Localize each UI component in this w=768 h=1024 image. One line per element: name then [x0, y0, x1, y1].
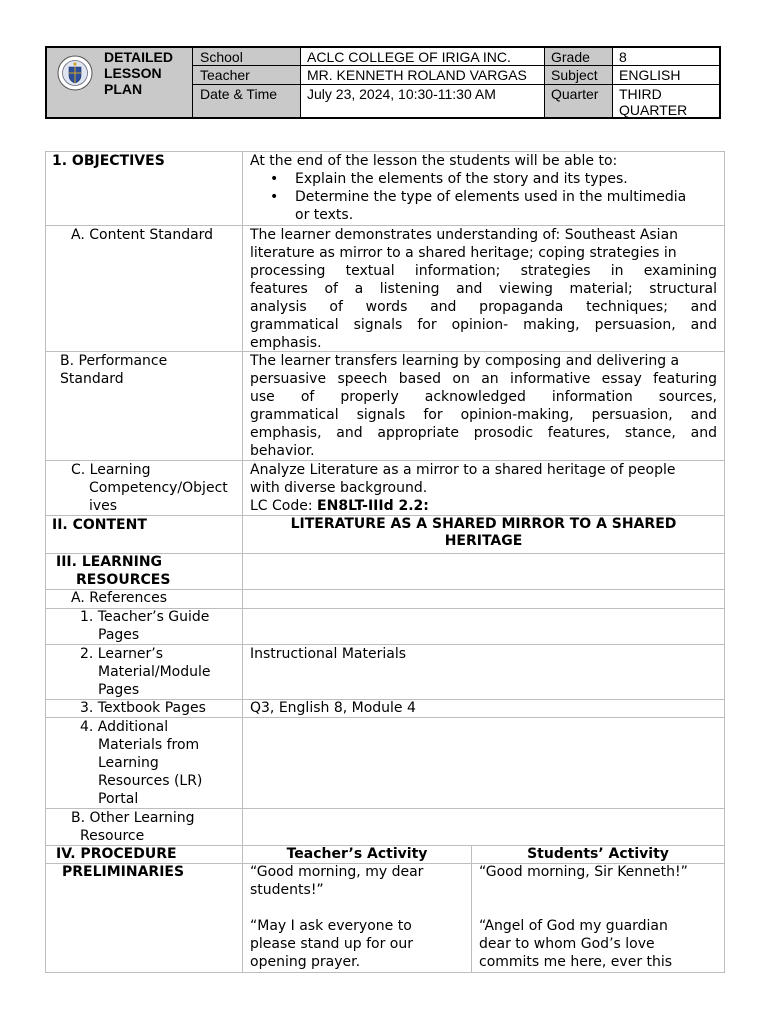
text-line: grammatical signals for opinion- making, persuasion, and [250, 317, 717, 333]
competency-label [71, 461, 228, 515]
performance-standard-label [60, 352, 167, 388]
label-line: Pages [98, 682, 140, 698]
text-line: behavior. [250, 443, 315, 459]
lc-code-line [250, 497, 717, 515]
subject-label: Subject [551, 67, 598, 83]
quarter-label: Quarter [551, 86, 599, 102]
label-line: ives [89, 498, 118, 514]
label-line: Competency/Object [89, 480, 228, 496]
subject-value: ENGLISH [619, 67, 681, 83]
text-line: use of properly acknowledged information sources, [250, 389, 717, 405]
text-line: commits me here, ever this [479, 954, 673, 970]
lesson-plan-header-table [45, 46, 721, 119]
label-line: B. Performance [60, 353, 168, 369]
references-label: A. References [71, 590, 168, 606]
content-standard-text [250, 226, 717, 352]
grade-label: Grade [551, 49, 590, 65]
text-line: “Good morning, my dear [250, 864, 424, 880]
text-line: opening prayer. [250, 954, 361, 970]
label-line: 4. Additional [80, 719, 169, 735]
label-line: Materials from [98, 737, 200, 753]
teacher-value: MR. KENNETH ROLAND VARGAS [307, 67, 527, 83]
competency-text [250, 461, 717, 515]
label-line: Learning [98, 755, 159, 771]
header-logo-cell [47, 48, 193, 117]
performance-standard-text [250, 352, 717, 460]
additional-materials-label [80, 718, 202, 808]
label-line: 2. Learner’s [80, 646, 164, 662]
datetime-label: Date & Time [200, 86, 278, 102]
label-line: B. Other Learning [71, 810, 195, 826]
teacher-activity-header: Teacher’s Activity [286, 846, 428, 862]
label-line: Portal [98, 791, 139, 807]
objective-item-cont: or texts. [295, 207, 354, 223]
datetime-value: July 23, 2024, 10:30-11:30 AM [307, 86, 496, 102]
title-line: LITERATURE AS A SHARED MIRROR TO A SHARED [290, 516, 677, 532]
text-line: “May I ask everyone to [250, 918, 412, 934]
dlp-title-line: LESSON [104, 65, 162, 81]
content-title [243, 516, 724, 550]
objective-item: Explain the elements of the story and its types. [295, 171, 628, 187]
grade-value: 8 [619, 49, 627, 65]
learning-resources-label [56, 553, 170, 589]
student-activity-text [479, 863, 719, 971]
text-line: processing textual information; strategies in examining [250, 263, 717, 279]
label-line: C. Learning [71, 462, 151, 478]
lc-code: EN8LT-IIId 2.2: [317, 498, 429, 514]
title-line: HERITAGE [444, 533, 523, 549]
text-line: with diverse background. [250, 480, 428, 496]
text-line: please stand up for our [250, 936, 414, 952]
text-line: emphasis. [250, 335, 322, 351]
text-line: “Good morning, Sir Kenneth!” [479, 864, 688, 880]
text-line: features of a listening and viewing material; structural [250, 281, 717, 297]
textbook-value: Q3, English 8, Module 4 [250, 700, 416, 716]
text-line: analysis of words and propaganda techniques; and [250, 299, 717, 315]
teachers-guide-label [80, 608, 209, 644]
quarter-value [613, 86, 687, 118]
text-line: The learner demonstrates understanding of: Southeast Asian [250, 227, 679, 243]
teacher-activity-text [250, 863, 466, 971]
label-line: Pages [98, 627, 140, 643]
content-label: II. CONTENT [52, 517, 147, 533]
text-line: grammatical signals for opinion-making, persuasion, and [250, 407, 717, 423]
text-line: students!” [250, 882, 324, 898]
label-line: Resources (LR) [98, 773, 203, 789]
dlp-title-line: PLAN [104, 81, 143, 97]
teacher-label: Teacher [200, 67, 250, 83]
school-label: School [200, 49, 243, 65]
dlp-title [104, 49, 190, 97]
deped-seal-icon [57, 55, 93, 91]
content-standard-label: A. Content Standard [71, 227, 214, 243]
lc-code-prefix: LC Code: [250, 498, 318, 514]
bullet-icon: • [270, 171, 279, 187]
other-resource-label [71, 809, 194, 845]
lesson-plan-body-table [45, 151, 725, 973]
text-line: “Angel of God my guardian [479, 918, 668, 934]
label-line: Resource [80, 828, 145, 844]
quarter-value-line: QUARTER [619, 102, 688, 118]
text-line: The learner transfers learning by composing and delivering a [250, 353, 680, 369]
label-line: III. LEARNING [56, 554, 163, 570]
text-line: persuasive speech based on an informative essay featuring [250, 371, 717, 387]
student-activity-header: Students’ Activity [527, 846, 669, 862]
school-value: ACLC COLLEGE OF IRIGA INC. [307, 49, 511, 65]
preliminaries-label: PRELIMINARIES [62, 864, 185, 880]
objective-item: Determine the type of elements used in the multimedia [295, 189, 687, 205]
text-line: Analyze Literature as a mirror to a shared heritage of people [250, 462, 676, 478]
label-line: Standard [60, 371, 124, 387]
bullet-icon: • [270, 189, 279, 205]
learners-material-label [80, 645, 211, 699]
label-line: Material/Module [98, 664, 211, 680]
text-line: emphasis, and appropriate prosodic features, stance, and [250, 425, 717, 441]
dlp-title-line: DETAILED [104, 49, 173, 65]
learners-material-value: Instructional Materials [250, 646, 407, 662]
quarter-value-line: THIRD [619, 86, 662, 102]
text-line: literature as mirror to a shared heritage; coping strategies in [250, 245, 677, 261]
objectives-intro: At the end of the lesson the students will be able to: [250, 153, 618, 169]
label-line: 1. Teacher’s Guide [80, 609, 210, 625]
procedure-label: IV. PROCEDURE [56, 846, 177, 862]
text-line: dear to whom God’s love [479, 936, 655, 952]
label-line: RESOURCES [76, 572, 171, 588]
textbook-label: 3. Textbook Pages [80, 700, 206, 716]
objectives-label: 1. OBJECTIVES [52, 153, 165, 169]
